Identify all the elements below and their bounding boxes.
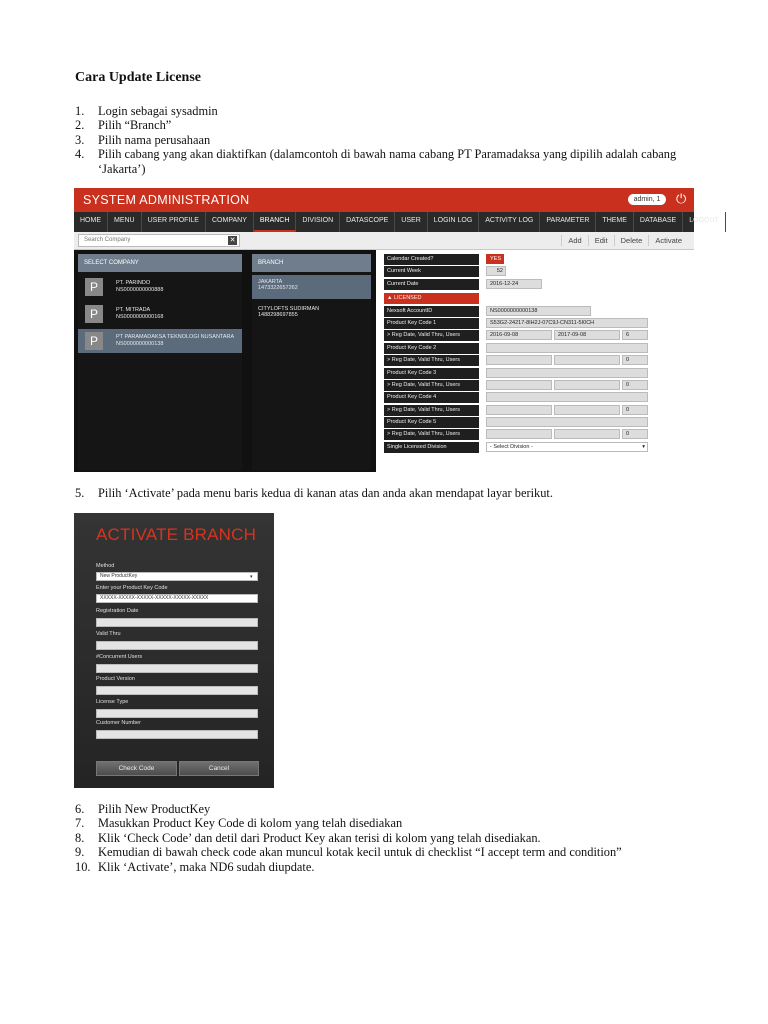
method-select[interactable]	[96, 572, 258, 581]
division-value: - Select Division -	[490, 443, 533, 450]
main-nav	[74, 212, 719, 232]
key-label: Product Key Code 3	[384, 368, 479, 379]
form-row	[376, 279, 694, 291]
valid-thru-input[interactable]	[96, 641, 258, 650]
week-value: 52	[486, 266, 506, 276]
product-key-placeholder: XXXXX-XXXXX-XXXXX-XXXXX-XXXXX-XXXXX	[100, 595, 209, 601]
reg-label: > Reg Date, Valid Thru, Users	[384, 429, 479, 440]
branch-name: CITYLOFTS SUDIRMAN	[258, 306, 320, 312]
users-count: 6	[622, 330, 648, 340]
key-value: S53G2-24217-8IH2J-07C9J-CN311-5I0CH	[486, 318, 648, 328]
document-title: Cara Update License	[75, 70, 201, 85]
calendar-value: YES	[486, 254, 504, 264]
nav-activity-log[interactable]: ACTIVITY LOG	[479, 212, 540, 232]
branch-detail-form	[376, 250, 694, 472]
key-value	[486, 343, 648, 353]
valid-thru: 2017-09-08	[554, 330, 620, 340]
users-count: 0	[622, 405, 648, 415]
account-label: Nexsoft AccountID	[384, 306, 479, 317]
branch-code: 1473322657262	[258, 285, 298, 291]
user-badge[interactable]: admin, 1	[628, 194, 666, 205]
company-code: NS0000000000888	[116, 287, 164, 293]
method-label: Method	[96, 563, 115, 569]
sysadmin-header	[74, 188, 694, 212]
sysadmin-screenshot	[74, 188, 719, 472]
branch-item[interactable]	[252, 302, 371, 326]
key-value	[486, 368, 648, 378]
key-value	[486, 392, 648, 402]
company-name: PT. PARINDO	[116, 280, 151, 286]
valid-thru	[554, 429, 620, 439]
division-select[interactable]	[486, 442, 648, 452]
company-avatar: P	[85, 278, 103, 296]
step-item: 3. Pilih nama perusahaan	[75, 132, 211, 147]
form-row	[376, 429, 694, 441]
week-label: Current Week	[384, 266, 479, 277]
step-item: 10. Klik ‘Activate’, maka ND6 sudah diupdate.	[75, 859, 315, 874]
reg-date: 2016-09-08	[486, 330, 552, 340]
field-label: Registration Date	[96, 608, 139, 614]
activate-button[interactable]: Activate	[648, 235, 688, 246]
form-row	[376, 266, 694, 278]
nav-logout[interactable]: LOGOUT	[683, 212, 726, 232]
form-row	[376, 355, 694, 367]
company-code: NS0000000000138	[116, 341, 164, 347]
reg-label: > Reg Date, Valid Thru, Users	[384, 405, 479, 416]
license-type-input[interactable]	[96, 709, 258, 718]
concurrent-users-input[interactable]	[96, 664, 258, 673]
nav-company[interactable]: COMPANY	[206, 212, 254, 232]
branch-header: BRANCH	[252, 254, 371, 272]
company-item[interactable]	[78, 302, 242, 326]
valid-thru	[554, 355, 620, 365]
field-label: Valid Thru	[96, 631, 121, 637]
form-row	[376, 318, 694, 330]
company-name: PT PARAMADAKSA TEKNOLOGI NUSANTARA	[116, 334, 235, 340]
form-row	[376, 306, 694, 318]
reg-date	[486, 405, 552, 415]
nav-datascope[interactable]: DATASCOPE	[340, 212, 395, 232]
branch-list	[252, 254, 371, 470]
step-item: 6. Pilih New ProductKey	[75, 802, 211, 816]
nav-parameter[interactable]: PARAMETER	[540, 212, 596, 232]
field-label: Product Version	[96, 676, 135, 682]
reg-label: > Reg Date, Valid Thru, Users	[384, 380, 479, 391]
product-key-input[interactable]	[96, 594, 258, 603]
form-row	[376, 442, 694, 454]
power-icon[interactable]: ⏻	[676, 191, 687, 206]
users-count: 0	[622, 429, 648, 439]
account-value: NS0000000000138	[486, 306, 591, 316]
reg-date	[486, 429, 552, 439]
division-label: Single Licensed Division	[384, 442, 479, 453]
customer-number-input[interactable]	[96, 730, 258, 739]
key-label: Product Key Code 2	[384, 343, 479, 354]
registration-date-input[interactable]	[96, 618, 258, 627]
step-item: 7. Masukkan Product Key Code di kolom yang telah disediakan	[75, 816, 403, 831]
nav-user-profile[interactable]: USER PROFILE	[142, 212, 206, 232]
valid-thru	[554, 380, 620, 390]
method-value: New ProductKey	[100, 573, 138, 579]
reg-label: > Reg Date, Valid Thru, Users	[384, 330, 479, 341]
nav-database[interactable]: DATABASE	[634, 212, 683, 232]
action-bar	[561, 235, 688, 246]
field-label: #Concurrent Users	[96, 654, 143, 660]
step-item: 4. Pilih cabang yang akan diaktifkan (dalamcontoh di bawah nama cabang PT Paramadaksa yang dipilih adalah cabang ‘Jakarta’)	[75, 147, 677, 176]
company-avatar: P	[85, 305, 103, 323]
field-label: License Type	[96, 699, 129, 705]
step-item: 8. Klik ‘Check Code’ dan detil dari Product Key akan terisi di kolom yang telah disediakan.	[75, 830, 541, 845]
nav-menu[interactable]: MENU	[108, 212, 142, 232]
reg-label: > Reg Date, Valid Thru, Users	[384, 355, 479, 366]
step-item: 1. Login sebagai sysadmin	[75, 104, 218, 118]
nav-theme[interactable]: THEME	[596, 212, 634, 232]
product-version-input[interactable]	[96, 686, 258, 695]
activate-title: ACTIVATE BRANCH	[96, 525, 257, 544]
reg-date	[486, 380, 552, 390]
company-name: PT. MITRADA	[116, 307, 151, 313]
search-company-input[interactable]	[78, 234, 240, 247]
step-item: 2. Pilih “Branch”	[75, 118, 172, 133]
company-list	[78, 254, 242, 470]
form-row	[376, 405, 694, 417]
company-avatar: P	[85, 332, 103, 350]
key-label: Product Key Code 5	[384, 417, 479, 428]
delete-button[interactable]: Delete	[614, 235, 649, 246]
steps-list-a	[75, 104, 700, 176]
nav-home[interactable]: HOME	[74, 212, 108, 232]
key-label: Product Key Code 4	[384, 392, 479, 403]
check-code-button[interactable]: Check Code	[96, 761, 177, 776]
step-item: 9. Kemudian di bawah check code akan muncul kotak kecil untuk di checklist “I accept term and condition”	[75, 845, 622, 860]
form-row	[376, 417, 694, 429]
search-placeholder: Search Company	[84, 237, 131, 243]
company-code: NS0000000000168	[116, 314, 164, 320]
nav-user[interactable]: USER	[395, 212, 427, 232]
company-item[interactable]	[78, 275, 242, 299]
form-row	[376, 380, 694, 392]
form-row	[376, 254, 694, 266]
add-button[interactable]: Add	[561, 235, 587, 246]
steps-list-b	[75, 486, 700, 500]
steps-list-c	[75, 802, 700, 874]
date-value: 2016-12-24	[486, 279, 542, 289]
cancel-button[interactable]: Cancel	[179, 761, 259, 776]
toolbar	[74, 232, 694, 250]
reg-date	[486, 355, 552, 365]
form-row	[376, 368, 694, 380]
licensed-section-header[interactable]: ▲ LICENSED	[384, 293, 479, 304]
branch-item-selected[interactable]	[252, 275, 371, 299]
form-row	[376, 293, 694, 305]
nav-branch[interactable]: BRANCH	[254, 212, 297, 232]
field-label: Customer Number	[96, 720, 141, 726]
product-key-label: Enter your Product Key Code	[96, 585, 168, 591]
clear-icon[interactable]: ✕	[229, 237, 236, 244]
form-row	[376, 392, 694, 404]
key-value	[486, 417, 648, 427]
activate-branch-screenshot	[74, 513, 274, 788]
nav-login-log[interactable]: LOGIN LOG	[428, 212, 480, 232]
form-row	[376, 343, 694, 355]
branch-name: JAKARTA	[258, 279, 283, 285]
step-item: 5. Pilih ‘Activate’ pada menu baris kedua di kanan atas dan anda akan mendapat layar berikut.	[75, 486, 553, 500]
company-header: SELECT COMPANY	[78, 254, 242, 272]
valid-thru	[554, 405, 620, 415]
calendar-label: Calendar Created?	[384, 254, 479, 265]
company-item-selected[interactable]	[78, 329, 242, 353]
key-label: Product Key Code 1	[384, 318, 479, 329]
nav-division[interactable]: DIVISION	[296, 212, 340, 232]
branch-code: 1488298697855	[258, 312, 298, 318]
users-count: 0	[622, 355, 648, 365]
chevron-down-icon: ▾	[250, 574, 253, 580]
chevron-down-icon: ▾	[642, 443, 645, 450]
edit-button[interactable]: Edit	[588, 235, 614, 246]
sysadmin-title: SYSTEM ADMINISTRATION	[83, 193, 250, 207]
users-count: 0	[622, 380, 648, 390]
date-label: Current Date	[384, 279, 479, 290]
form-row	[376, 330, 694, 342]
